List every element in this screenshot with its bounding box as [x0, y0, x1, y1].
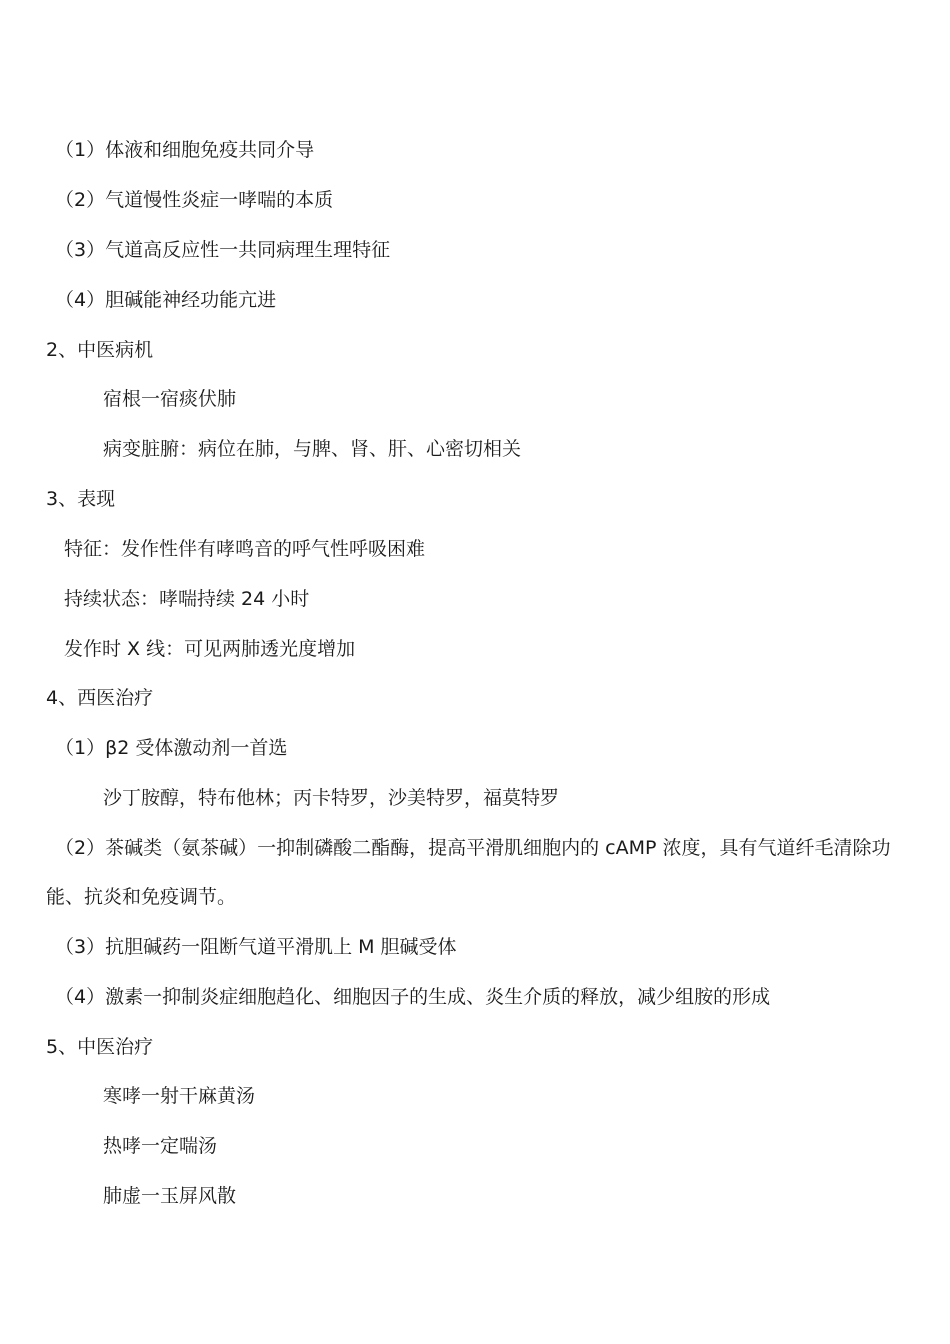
- text-status-asthmaticus: 持续状态：哮喘持续 24 小时: [64, 588, 310, 610]
- item-theophyllines: （2）茶碱类（氨茶碱）一抑制磷酸二酯酶，提高平滑肌细胞内的 cAMP 浓度，具有气道纤毛清除功: [55, 837, 891, 859]
- text-feature: 特征：发作性伴有哮鸣音的呼气性呼吸困难: [64, 538, 426, 560]
- text-affected-organs: 病变脏腑：病位在肺，与脾、肾、肝、心密切相关: [103, 438, 522, 460]
- item-theophyllines-continued: 能、抗炎和免疫调节。: [46, 886, 237, 908]
- section-heading-tcm-pathogenesis: 2、中医病机: [46, 339, 154, 361]
- text-xray-finding: 发作时 X 线：可见两肺透光度增加: [64, 638, 356, 660]
- text-lung-deficiency-formula: 肺虚一玉屏风散: [103, 1185, 237, 1207]
- section-heading-manifestations: 3、表现: [46, 488, 116, 510]
- section-heading-western-treatment: 4、西医治疗: [46, 687, 154, 709]
- item-humoral-cellular-immunity: （1）体液和细胞免疫共同介导: [55, 139, 315, 161]
- item-cholinergic-hyperfunction: （4）胆碱能神经功能亢进: [55, 289, 277, 311]
- text-root-cause: 宿根一宿痰伏肺: [103, 388, 237, 410]
- item-beta2-agonists: （1）β2 受体激动剂一首选: [55, 737, 288, 759]
- section-heading-tcm-treatment: 5、中医治疗: [46, 1036, 154, 1058]
- item-airway-hyperresponsiveness: （3）气道高反应性一共同病理生理特征: [55, 239, 391, 261]
- text-beta2-drug-list: 沙丁胺醇，特布他林；丙卡特罗，沙美特罗，福莫特罗: [103, 787, 560, 809]
- item-anticholinergics: （3）抗胆碱药一阻断气道平滑肌上 M 胆碱受体: [55, 936, 457, 958]
- item-chronic-airway-inflammation: （2）气道慢性炎症一哮喘的本质: [55, 189, 334, 211]
- item-corticosteroids: （4）激素一抑制炎症细胞趋化、细胞因子的生成、炎生介质的释放，减少组胺的形成: [55, 986, 771, 1008]
- text-heat-wheezing-formula: 热哮一定喘汤: [103, 1135, 218, 1157]
- text-cold-wheezing-formula: 寒哮一射干麻黄汤: [103, 1085, 256, 1107]
